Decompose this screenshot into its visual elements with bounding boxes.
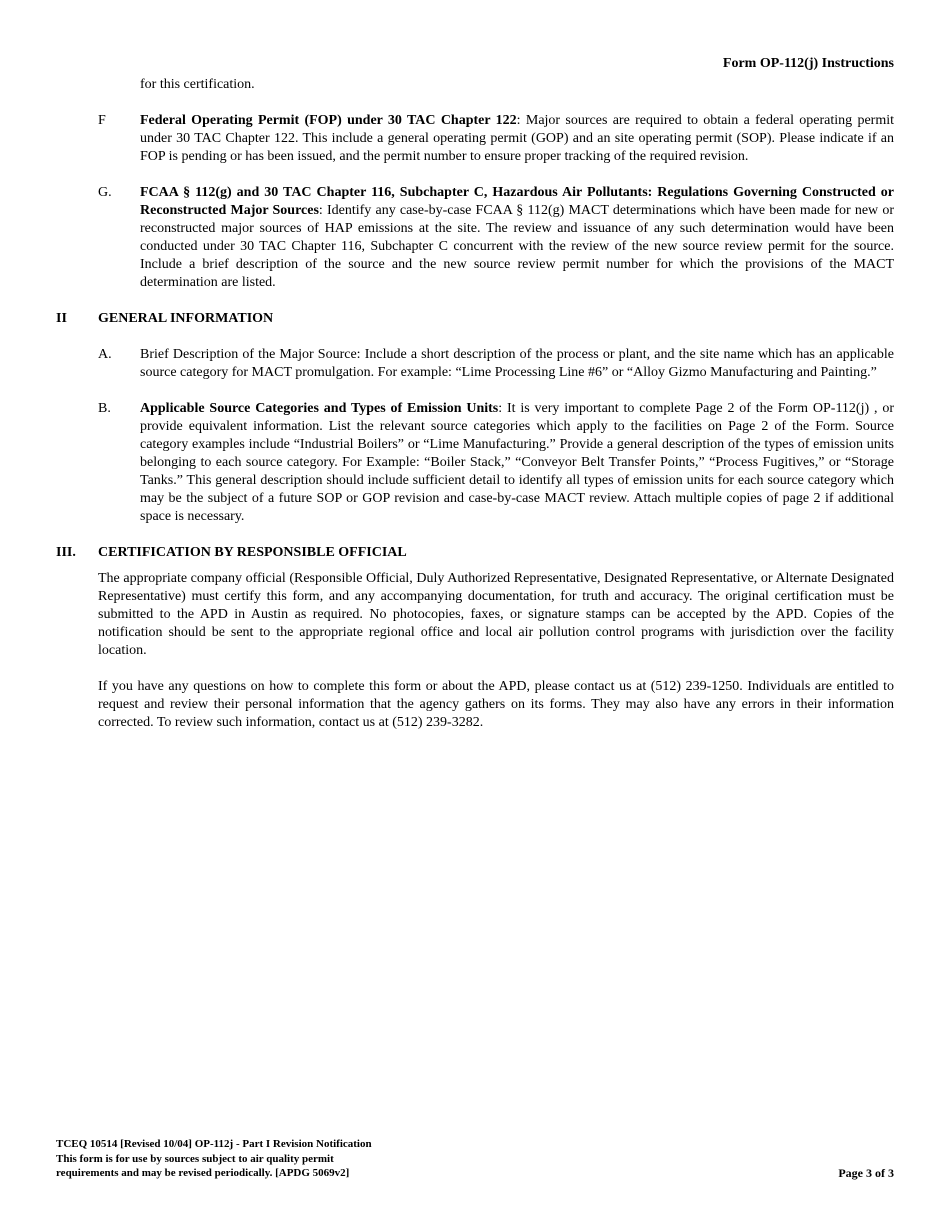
continuation-text: for this certification. (140, 77, 255, 92)
page-number: Page 3 of 3 (838, 1166, 894, 1180)
item-f (56, 112, 894, 166)
item-label: B. (98, 401, 111, 416)
section-number: III. (56, 545, 76, 560)
item-heading: FCAA § 112(g) and 30 TAC Chapter 116, Subchapter C, Hazardous Air Pollutants: Regulations Governing Constructed or Reconstructed Major Sources (140, 185, 894, 218)
certification-paragraph: The appropriate company official (Responsible Official, Duly Authorized Representative, Designated Representative, or Alternate Designated Representative) must certify this form, and any accompanying documentation, for truth and accuracy. The original certification must be submitted to the APD in Austin as required. No photocopies, faxes, or signature stamps can be accepted by the APD. Copies of the notification should be sent to the appropriate regional office and local air pollution control programs with jurisdiction over the facility location. (98, 571, 894, 658)
item-label: F (98, 113, 106, 128)
footer-line: TCEQ 10514 [Revised 10/04] OP-112j - Part I Revision Notification (56, 1138, 372, 1150)
item-label: G. (98, 185, 112, 200)
footer-form-info (56, 1137, 372, 1181)
instructions-body (56, 112, 894, 750)
item-text: : Identify any case-by-case FCAA § 112(g) MACT determinations which have been made for new or reconstructed major sources of HAP emissions at the site. The review and issuance of any such determination would have been conducted under 30 TAC Chapter 116, Subchapter C concurrent with the review of the new source review permit for the source. Include a brief description of the source and the new source review permit number for which the provisions of the MACT determination are listed. (140, 203, 894, 290)
form-title: Form OP-112(j) Instructions (722, 56, 894, 71)
section-title: CERTIFICATION BY RESPONSIBLE OFFICIAL (98, 545, 407, 560)
item-a (56, 346, 894, 382)
section-title: GENERAL INFORMATION (98, 311, 274, 326)
section-number: II (56, 311, 67, 326)
item-b (56, 400, 894, 526)
item-label: A. (98, 347, 112, 362)
footer-line: This form is for use by sources subject to air quality permit (56, 1152, 334, 1165)
item-g (56, 184, 894, 292)
item-text: : It is very important to complete Page 2 of the Form OP-112(j) , or provide equivalent information. List the relevant source categories which apply to the facilities on Page 2 of the Form. Source category examples include “Industrial Boilers” or “Lime Manufacturing.” Provide a general description of the types of emission units belonging to each source category. For Example: “Boiler Stack,” “Conveyor Belt Transfer Points,” “Process Fugitives,” or “Storage Tanks.” This general description should include sufficient detail to identify all types of emission units for each source category which may be the subject of a future SOP or GOP revision and case-by-case MACT review. Attach multiple copies of page 2 if additional space is necessary. (140, 401, 894, 524)
item-heading: Applicable Source Categories and Types of Emission Units (140, 401, 499, 416)
item-heading: Federal Operating Permit (FOP) under 30 TAC Chapter 122 (140, 113, 517, 128)
footer-line: requirements and may be revised periodically. [APDG 5069v2] (56, 1167, 350, 1179)
section-iii-heading (56, 544, 894, 562)
contact-paragraph: If you have any questions on how to complete this form or about the APD, please contact us at (512) 239-1250. Individuals are entitled to request and review their personal information that the agency gathers on its forms. They may also have any errors in their information corrected. To review such information, contact us at (512) 239-3282. (98, 679, 894, 730)
item-text: : Major sources are required to obtain a federal operating permit under 30 TAC Chapter 122. This include a general operating permit (GOP) and an site operating permit (SOP). Please indicate if an FOP is pending or has been issued, and the permit number to ensure proper tracking of the required revision. (140, 113, 895, 164)
section-ii-heading (56, 310, 894, 328)
item-text: Brief Description of the Major Source: Include a short description of the process or plant, and the site name which has an applicable source category for MACT promulgation. For example: “Lime Processing Line #6” or “Alloy Gizmo Manufacturing and Painting.” (140, 347, 894, 380)
